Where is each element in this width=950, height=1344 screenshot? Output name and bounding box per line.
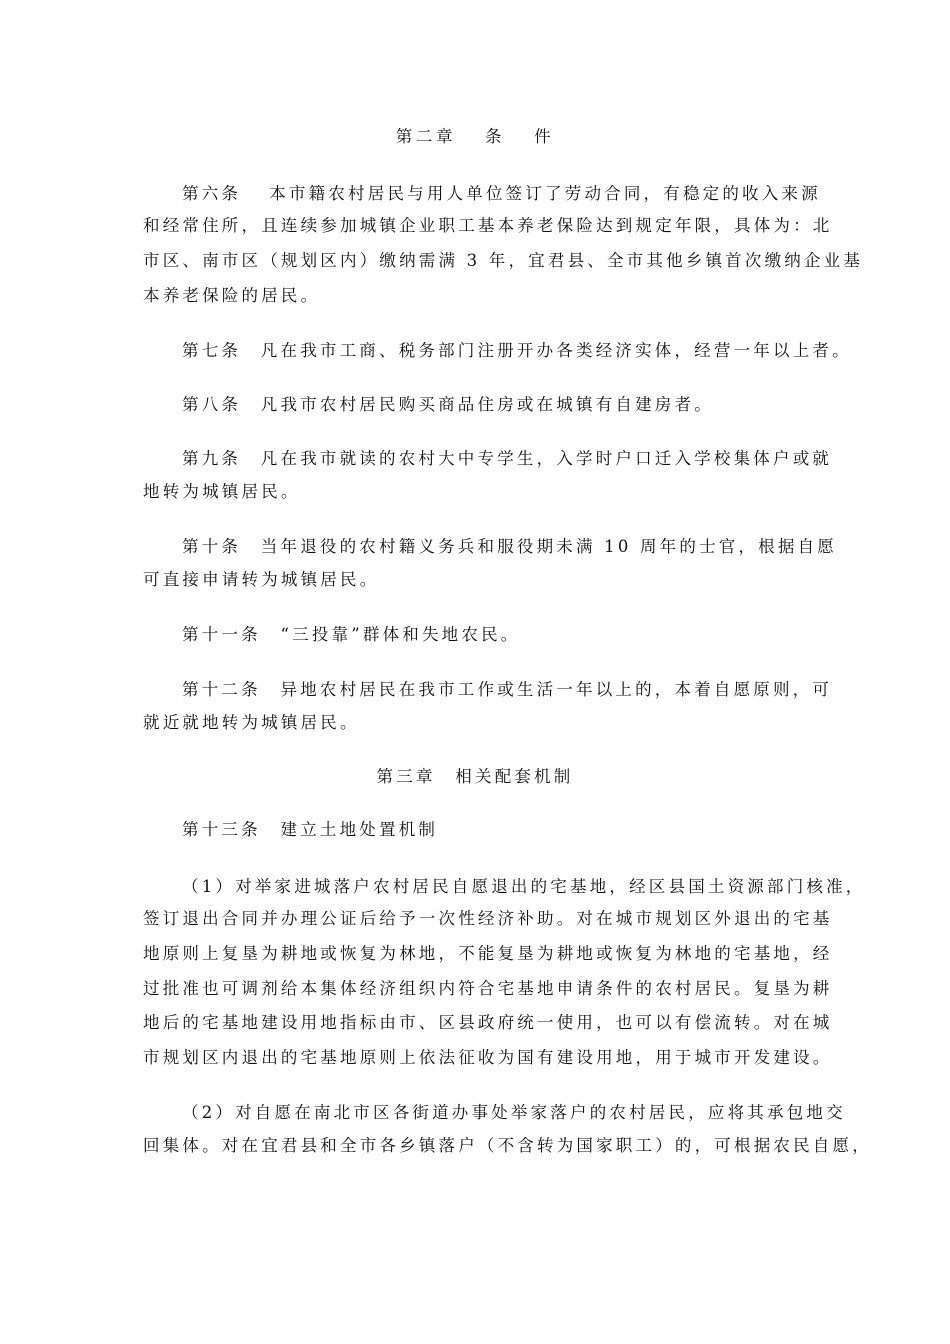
clause-2-line-2: 回集体。对在宜君县和全市各乡镇落户（不含转为国家职工）的，可根据农民自愿， [143, 1136, 872, 1155]
article-6-line-4: 本养老保险的居民。 [143, 286, 321, 305]
clause-1-line-5: 地后的宅基地建设用地指标由市、区县政府统一使用，也可以有偿流转。对在城 [143, 1013, 833, 1032]
article-7-line-1: 第七条 凡在我市工商、税务部门注册开办各类经济实体，经营一年以上者。 [182, 341, 852, 360]
clause-2-line-1: （2）对自愿在南北市区各街道办事处举家落户的农村居民，应将其承包地交 [182, 1103, 846, 1122]
article-10-line-1: 第十条 当年退役的农村籍义务兵和服役期未满 10 周年的士官，根据自愿 [182, 537, 837, 556]
article-12-line-2: 就近就地转为城镇居民。 [143, 713, 360, 732]
article-6-line-3: 市区、南市区（规划区内）缴纳需满 3 年，宜君县、全市其他乡镇首次缴纳企业基 [143, 251, 864, 270]
article-6-line-1: 第六条 本市籍农村居民与用人单位签订了劳动合同，有稳定的收入来源 [182, 184, 821, 203]
clause-1-line-6: 市规划区内退出的宅基地原则上依法征收为国有建设用地，用于城市开发建设。 [143, 1048, 833, 1067]
clause-1-line-3: 地原则上复垦为耕地或恢复为林地，不能复垦为耕地或恢复为林地的宅基地，经 [143, 944, 833, 963]
clause-1-line-2: 签订退出合同并办理公证后给予一次性经济补助。对在城市规划区外退出的宅基 [143, 909, 833, 928]
article-10-line-2: 可直接申请转为城镇居民。 [143, 570, 380, 589]
chapter-2-heading: 第二章 条 件 [395, 127, 555, 146]
chapter-3-heading: 第三章 相关配套机制 [376, 767, 574, 786]
article-11-line-1: 第十一条 “三投靠”群体和失地农民。 [182, 625, 521, 644]
article-8-line-1: 第八条 凡我市农村居民购买商品住房或在城镇有自建房者。 [182, 395, 714, 414]
article-9-line-1: 第九条 凡在我市就读的农村大中专学生，入学时户口迁入学校集体户或就 [182, 449, 833, 468]
article-12-line-1: 第十二条 异地农村居民在我市工作或生活一年以上的，本着自愿原则，可 [182, 680, 833, 699]
article-9-line-2: 地转为城镇居民。 [143, 482, 301, 501]
clause-1-line-4: 过批准也可调剂给本集体经济组织内符合宅基地申请条件的农村居民。复垦为耕 [143, 979, 833, 998]
article-6-line-2: 和经常住所，且连续参加城镇企业职工基本养老保险达到规定年限，具体为：北 [143, 216, 833, 235]
clause-1-line-1: （1）对举家进城落户农村居民自愿退出的宅基地，经区县国土资源部门核准， [182, 877, 866, 896]
article-13-heading: 第十三条 建立土地处置机制 [182, 820, 439, 839]
